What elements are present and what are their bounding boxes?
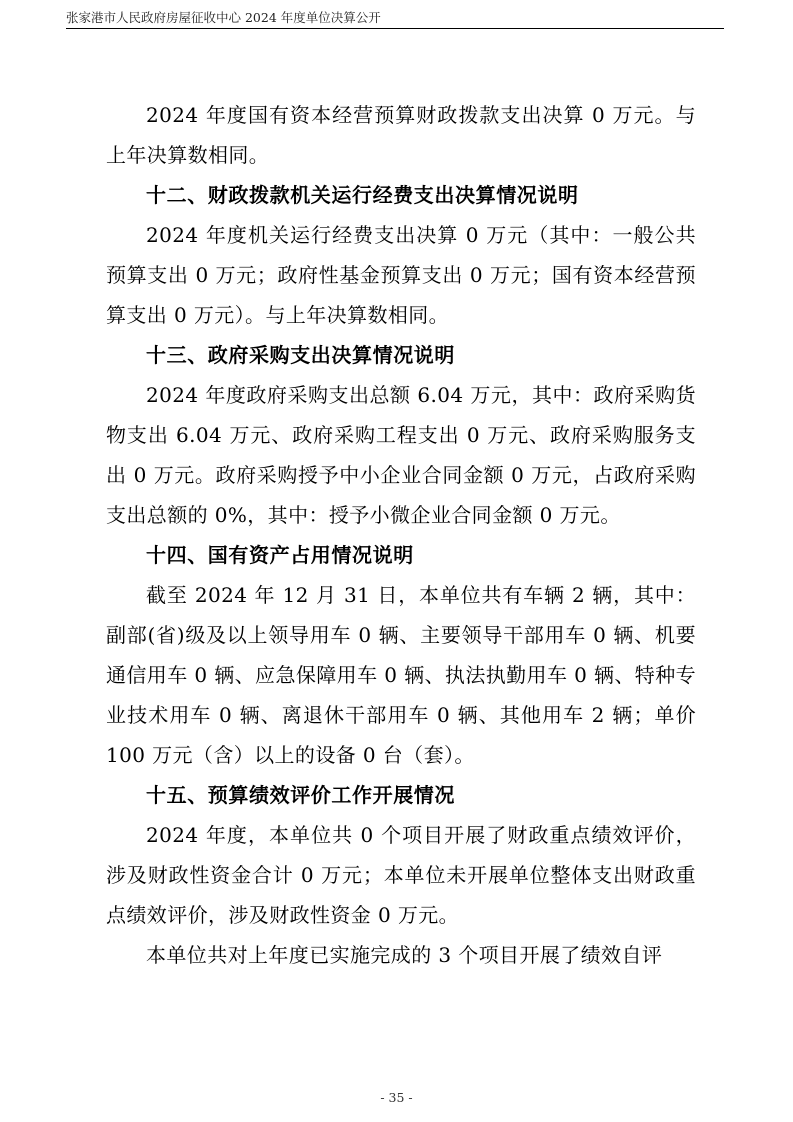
section-heading-15: 十五、预算绩效评价工作开展情况: [146, 783, 455, 807]
paragraph-state-capital-budget: 2024 年度国有资本经营预算财政拨款支出决算 0 万元。与上年决算数相同。: [106, 103, 696, 167]
page-header: 张家港市人民政府房屋征收中心 2024 年度单位决算公开: [66, 10, 381, 25]
paragraph-state-assets: 截至 2024 年 12 月 31 日，本单位共有车辆 2 辆，其中：副部(省)级及以上领导用车 0 辆、主要领导干部用车 0 辆、机要通信用车 0 辆、应急保障用车 0 辆、执法执勤用车 0 辆、特种专业技术用车 0 辆、离退休干部用车 0 辆、其他用车 2 辆；单价 100 万元（含）以上的设备 0 台（套）。: [106, 583, 696, 767]
document-body: [106, 95, 696, 975]
page-number: - 35 -: [380, 1090, 413, 1105]
paragraph-performance-evaluation: 2024 年度，本单位共 0 个项目开展了财政重点绩效评价，涉及财政性资金合计 0 万元；本单位未开展单位整体支出财政重点绩效评价，涉及财政性资金 0 万元。: [106, 823, 696, 927]
header-divider: [66, 28, 724, 29]
paragraph-procurement: 2024 年度政府采购支出总额 6.04 万元，其中：政府采购货物支出 6.04 万元、政府采购工程支出 0 万元、政府采购服务支出 0 万元。政府采购授予中小企业合同金额 0 万元，占政府采购支出总额的 0%，其中：授予小微企业合同金额 0 万元。: [106, 383, 696, 527]
paragraph-self-evaluation: 本单位共对上年度已实施完成的 3 个项目开展了绩效自评: [146, 943, 663, 967]
section-heading-13: 十三、政府采购支出决算情况说明: [146, 343, 455, 367]
section-heading-14: 十四、国有资产占用情况说明: [146, 543, 414, 567]
section-heading-12: 十二、财政拨款机关运行经费支出决算情况说明: [146, 183, 579, 207]
paragraph-operating-expenses: 2024 年度机关运行经费支出决算 0 万元（其中：一般公共预算支出 0 万元；政府性基金预算支出 0 万元；国有资本经营预算支出 0 万元）。与上年决算数相同。: [106, 223, 696, 327]
